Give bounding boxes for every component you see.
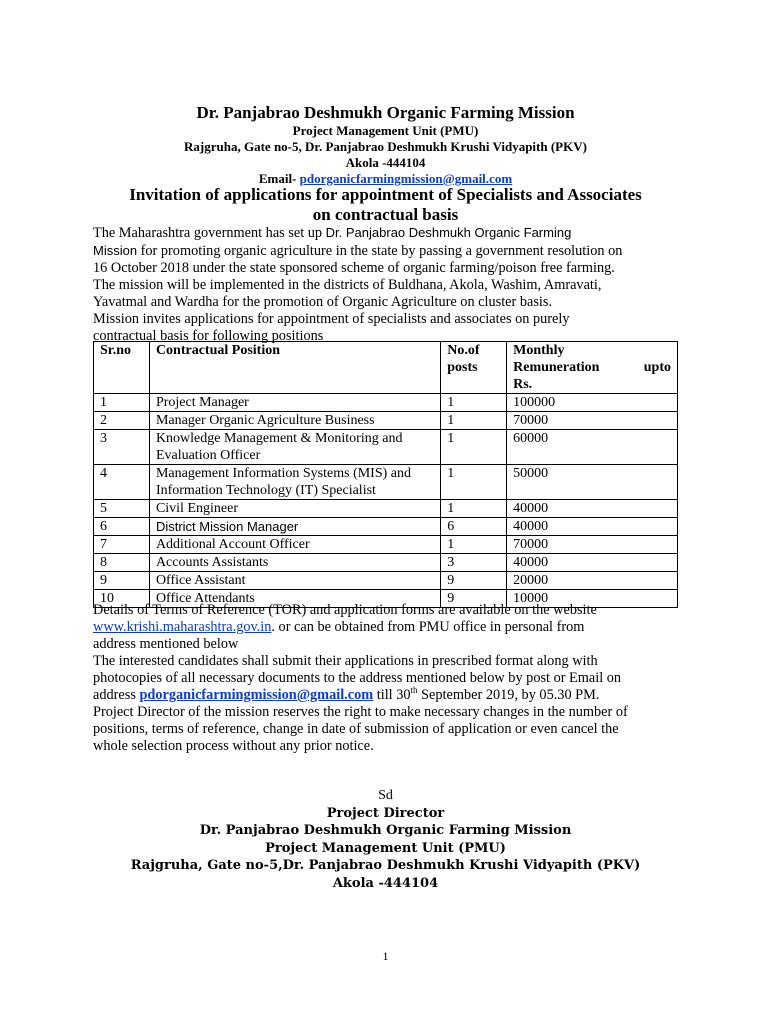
email-label: Email- bbox=[258, 171, 297, 186]
unit-name: Project Management Unit (PMU) bbox=[292, 123, 479, 138]
table-row bbox=[94, 465, 678, 500]
row-amount: 100000 bbox=[507, 394, 678, 412]
row-amount: 20000 bbox=[507, 572, 678, 590]
table-row bbox=[94, 554, 678, 572]
header-posts: No.of posts bbox=[441, 342, 507, 394]
row-srno: 8 bbox=[94, 554, 150, 572]
row-srno: 4 bbox=[94, 465, 150, 500]
intro-paragraph bbox=[93, 224, 678, 345]
tor-line: Details of Terms of Reference (TOR) and application forms are available on the website bbox=[93, 602, 597, 618]
header-srno: Sr.no bbox=[94, 342, 150, 394]
intro-line: 16 October 2018 under the state sponsored scheme of organic farming/poison free farming. bbox=[93, 260, 615, 276]
row-posts: 1 bbox=[441, 394, 507, 412]
notice-title-line2: on contractual basis bbox=[312, 205, 459, 224]
row-position: Additional Account Officer bbox=[149, 536, 440, 554]
row-amount: 40000 bbox=[507, 518, 678, 536]
intro-line: Mission invites applications for appointment of specialists and associates on purely bbox=[93, 311, 570, 327]
table-row bbox=[94, 572, 678, 590]
row-posts: 1 bbox=[441, 536, 507, 554]
intro-line: The mission will be implemented in the districts of Buldhana, Akola, Washim, Amravati, bbox=[93, 277, 602, 293]
notice-title-line1: Invitation of applications for appointment of Specialists and Associates bbox=[129, 185, 642, 204]
table-row bbox=[94, 412, 678, 430]
org-title: Dr. Panjabrao Deshmukh Organic Farming Mission bbox=[196, 103, 575, 122]
signatory-city: Akola -444104 bbox=[332, 875, 439, 891]
reserve-line: positions, terms of reference, change in date of submission of application or even cancel the bbox=[93, 721, 619, 737]
row-position: Office Attendants bbox=[149, 590, 440, 608]
table-header-row bbox=[94, 342, 678, 394]
intro-line: contractual basis for following positions bbox=[93, 328, 324, 344]
row-posts: 1 bbox=[441, 412, 507, 430]
table-row bbox=[94, 518, 678, 536]
signature-sd: Sd bbox=[378, 788, 393, 803]
row-posts: 1 bbox=[441, 430, 507, 465]
row-posts: 6 bbox=[441, 518, 507, 536]
row-amount: 10000 bbox=[507, 590, 678, 608]
row-srno: 3 bbox=[94, 430, 150, 465]
row-amount: 60000 bbox=[507, 430, 678, 465]
row-position: Civil Engineer bbox=[149, 500, 440, 518]
intro-line: Yavatmal and Wardha for the promotion of Organic Agriculture on cluster basis. bbox=[93, 294, 553, 310]
row-posts: 9 bbox=[441, 572, 507, 590]
positions-table bbox=[93, 341, 678, 608]
header-email-link[interactable]: pdorganicfarmingmission@gmail.com bbox=[299, 171, 513, 186]
row-position: Manager Organic Agriculture Business bbox=[149, 412, 440, 430]
row-srno: 10 bbox=[94, 590, 150, 608]
signatory-org: Dr. Panjabrao Deshmukh Organic Farming Mission bbox=[199, 823, 572, 838]
submit-line: address pdorganicfarmingmission@gmail.com till 30th September 2019, by 05.30 PM. bbox=[93, 685, 600, 703]
table-row bbox=[94, 430, 678, 465]
header-address: Rajgruha, Gate no-5, Dr. Panjabrao Deshmukh Krushi Vidyapith (PKV) bbox=[184, 139, 587, 154]
row-position: Project Manager bbox=[149, 394, 440, 412]
header-remuneration: Monthly Remuneration upto Rs. bbox=[507, 342, 678, 394]
table-row bbox=[94, 394, 678, 412]
reserve-line: Project Director of the mission reserves the right to make necessary changes in the number of bbox=[93, 704, 628, 720]
table-row bbox=[94, 536, 678, 554]
row-srno: 6 bbox=[94, 518, 150, 536]
submit-email-link[interactable]: pdorganicfarmingmission@gmail.com bbox=[139, 687, 374, 703]
row-position: Accounts Assistants bbox=[149, 554, 440, 572]
website-link[interactable]: www.krishi.maharashtra.gov.in bbox=[93, 619, 272, 635]
row-amount: 40000 bbox=[507, 500, 678, 518]
submit-line: photocopies of all necessary documents to the address mentioned below by post or Email on bbox=[93, 670, 622, 686]
intro-line: The Maharashtra government has set up Dr. Panjabrao Deshmukh Organic Farming bbox=[93, 225, 572, 241]
reserve-line: whole selection process without any prior notice. bbox=[93, 738, 374, 754]
row-amount: 40000 bbox=[507, 554, 678, 572]
row-srno: 9 bbox=[94, 572, 150, 590]
intro-line: Mission for promoting organic agriculture in the state by passing a government resolution on bbox=[93, 243, 623, 259]
page-number: 1 bbox=[382, 949, 389, 963]
row-posts: 3 bbox=[441, 554, 507, 572]
row-posts: 9 bbox=[441, 590, 507, 608]
row-position: Knowledge Management & Monitoring and Evaluation Officer bbox=[149, 430, 440, 465]
tor-line: address mentioned below bbox=[93, 636, 239, 652]
row-position: Management Information Systems (MIS) and Information Technology (IT) Specialist bbox=[149, 465, 440, 500]
row-amount: 70000 bbox=[507, 536, 678, 554]
table-row bbox=[94, 500, 678, 518]
row-amount: 50000 bbox=[507, 465, 678, 500]
header-city: Akola -444104 bbox=[345, 155, 426, 170]
row-position: District Mission Manager bbox=[149, 518, 440, 536]
row-srno: 5 bbox=[94, 500, 150, 518]
signatory-address: Rajgruha, Gate no-5,Dr. Panjabrao Deshmukh Krushi Vidyapith (PKV) bbox=[130, 858, 641, 873]
tor-line: www.krishi.maharashtra.gov.in. or can be obtained from PMU office in personal from bbox=[93, 619, 585, 635]
row-amount: 70000 bbox=[507, 412, 678, 430]
notice-title bbox=[93, 185, 678, 225]
signatory-designation: Project Director bbox=[326, 805, 445, 821]
submit-line: The interested candidates shall submit their applications in prescribed format along with bbox=[93, 653, 598, 669]
row-srno: 1 bbox=[94, 394, 150, 412]
row-srno: 7 bbox=[94, 536, 150, 554]
header-position: Contractual Position bbox=[149, 342, 440, 394]
signature-block bbox=[93, 787, 678, 892]
row-posts: 1 bbox=[441, 500, 507, 518]
row-srno: 2 bbox=[94, 412, 150, 430]
row-position: Office Assistant bbox=[149, 572, 440, 590]
row-posts: 1 bbox=[441, 465, 507, 500]
signatory-unit: Project Management Unit (PMU) bbox=[265, 840, 506, 856]
details-paragraph bbox=[93, 602, 678, 755]
